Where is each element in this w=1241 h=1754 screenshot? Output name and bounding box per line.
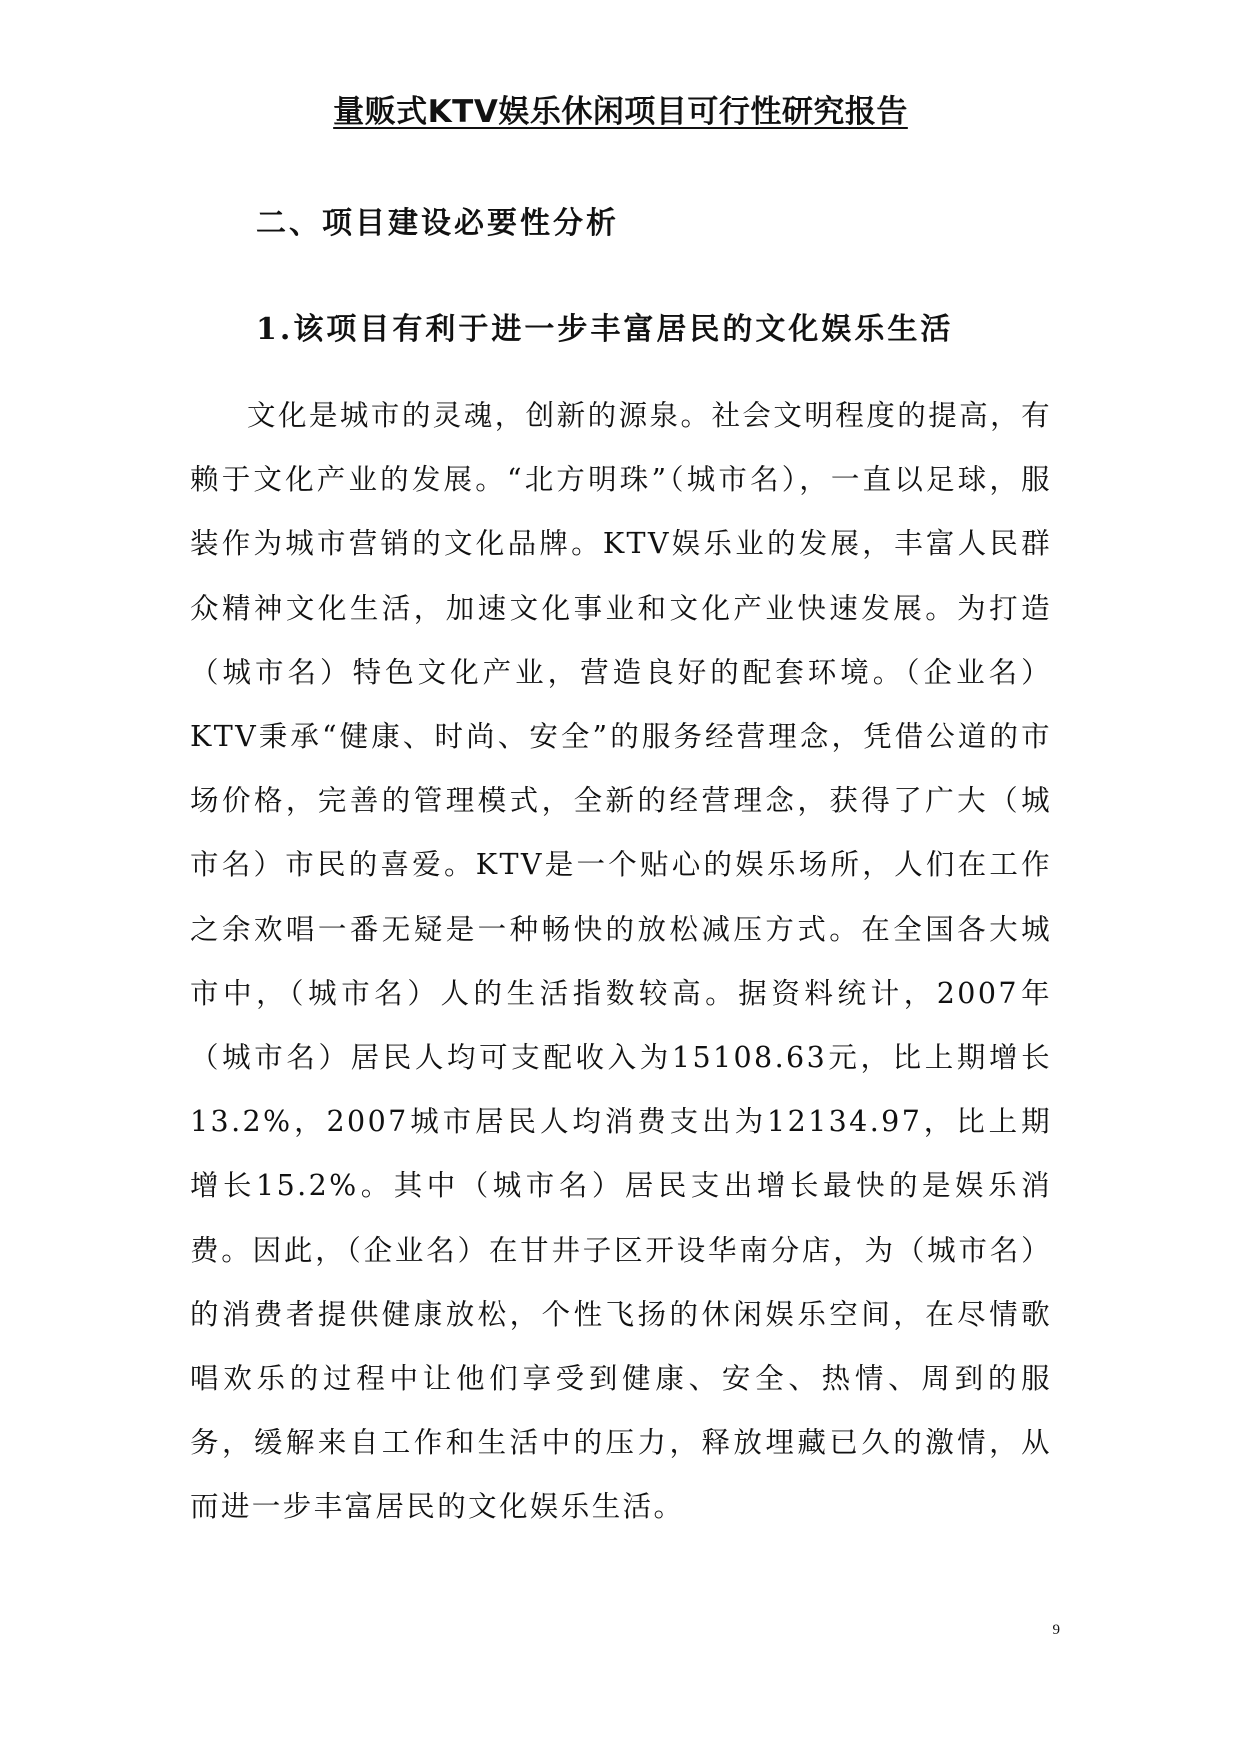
document-title-text: 量贩式KTV娱乐休闲项目可行性研究报告 [333,94,908,130]
sub-heading: 1.该项目有利于进一步丰富居民的文化娱乐生活 [256,312,954,347]
document-title [0,92,1241,132]
page-number: 9 [1052,1622,1060,1638]
section-heading: 二、项目建设必要性分析 [256,206,619,241]
body-paragraph: 文化是城市的灵魂，创新的源泉。社会文明程度的提高，有赖于文化产业的发展。“北方明珠”（城市名），一直以足球，服装作为城市营销的文化品牌。KTV娱乐业的发展，丰富人民群众精神文化生活，加速文化事业和文化产业快速发展。为打造（城市名）特色文化产业，营造良好的配套环境。（企业名）KTV秉承“健康、时尚、安全”的服务经营理念，凭借公道的市场价格，完善的管理模式，全新的经营理念，获得了广大（城市名）市民的喜爱。KTV是一个贴心的娱乐场所，人们在工作之余欢唱一番无疑是一种畅快的放松减压方式。在全国各大城市中，（城市名）人的生活指数较高。据资料统计，2007年（城市名）居民人均可支配收入为15108.63元，比上期增长13.2%，2007城市居民人均消费支出为12134.97，比上期增长15.2%。其中（城市名）居民支出增长最快的是娱乐消费。因此，（企业名）在甘井子区开设华南分店，为（城市名）的消费者提供健康放松，个性飞扬的休闲娱乐空间，在尽情歌唱欢乐的过程中让他们享受到健康、安全、热情、周到的服务，缓解来自工作和生活中的压力，释放埋藏已久的激情，从而进一步丰富居民的文化娱乐生活。 [190,399,1052,1524]
